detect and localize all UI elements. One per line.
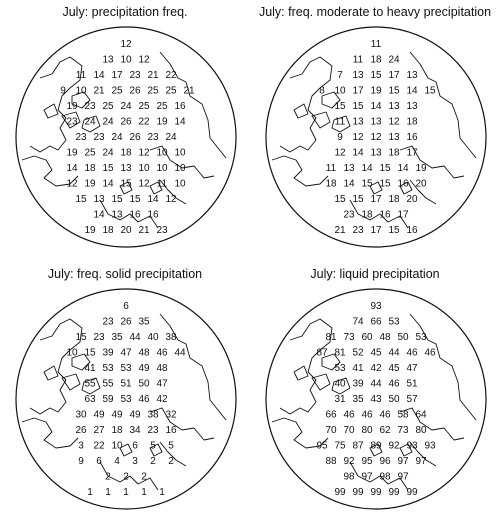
grid-value: 15 [352,194,364,205]
grid-value: 66 [325,409,337,421]
grid-value: 14 [361,163,373,174]
grid-value: 49 [111,409,123,421]
grid-value: 53 [388,316,400,328]
grid-value: 81 [334,347,346,359]
grid-value: 23 [66,116,78,128]
grid-value: 15 [120,178,132,190]
grid-value: 55 [84,378,96,390]
grid-value: 88 [325,456,337,467]
grid-value: 15 [84,347,96,359]
polar-map [250,0,500,261]
grid-value: 23 [147,132,159,143]
panel-liquid-freq [250,262,500,523]
grid-value: 15 [111,194,123,205]
grid-value: 62 [379,425,391,436]
grid-value: 47 [156,378,168,390]
grid-value: 25 [165,85,177,97]
grid-value: 35 [111,332,123,343]
grid-value: 13 [406,101,418,112]
grid-value: 25 [147,85,159,97]
grid-value: 6 [123,301,129,312]
grid-value: 50 [397,332,409,343]
grid-value: 10 [156,147,168,159]
grid-value: 44 [129,332,141,343]
grid-value: 16 [129,209,141,221]
grid-value: 10 [174,147,186,159]
grid-value: 1 [87,487,93,498]
grid-value: 49 [129,409,141,421]
grid-value: 15 [388,85,400,97]
grid-value: 45 [388,363,400,374]
panel-precipitation-freq [0,0,250,261]
grid-value: 16 [406,225,418,236]
grid-value: 46 [424,347,436,359]
grid-value: 99 [352,487,364,498]
grid-value: 11 [334,116,346,128]
grid-value: 11 [156,178,168,190]
grid-value: 31 [334,394,346,405]
grid-value: 97 [415,456,427,467]
grid-value: 15 [129,194,141,205]
grid-value: 1 [123,487,129,498]
grid-value: 13 [388,101,400,112]
grid-value: 17 [397,209,409,221]
grid-value: 11 [352,54,364,66]
grid-value: 12 [370,132,382,143]
grid-value: 44 [174,347,186,359]
grid-value: 49 [93,409,105,421]
grid-value: 99 [334,487,346,498]
grid-value: 19 [370,85,382,97]
grid-value: 19 [66,147,78,159]
grid-value: 15 [424,85,436,97]
grid-value: 27 [93,425,105,436]
grid-value: 10 [75,85,87,97]
grid-value: 15 [334,101,346,112]
grid-value: 80 [415,425,427,436]
grid-value: 22 [165,70,177,81]
grid-value: 25 [156,101,168,112]
grid-value: 19 [84,225,96,236]
coastline-segment [160,314,226,420]
grid-value: 15 [352,101,364,112]
grid-value: 97 [361,471,373,483]
grid-value: 24 [120,101,132,112]
grid-value: 51 [406,378,418,390]
grid-value: 13 [388,132,400,143]
grid-value: 42 [370,363,382,374]
grid-value: 21 [93,85,105,97]
grid-value: 15 [388,225,400,236]
grid-value: 18 [388,194,400,205]
grid-value: 99 [406,487,418,498]
grid-value: 40 [147,332,159,343]
grid-value: 26 [129,85,141,97]
grid-value: 14 [370,101,382,112]
grid-value: 46 [379,409,391,421]
grid-value: 10 [138,163,150,174]
grid-value: 46 [406,347,418,359]
grid-value: 3 [132,456,138,467]
grid-value: 26 [120,116,132,128]
grid-value: 14 [102,178,114,190]
grid-value: 42 [156,394,168,405]
grid-value: 2 [150,456,156,467]
grid-value: 25 [84,147,96,159]
grid-value: 23 [352,225,364,236]
grid-value: 75 [334,440,346,452]
grid-value: 5 [168,440,174,452]
grid-value: 13 [102,54,114,66]
grid-value: 74 [352,316,364,328]
grid-value: 12 [138,178,150,190]
grid-value: 38 [147,409,159,421]
grid-value: 35 [352,394,364,405]
grid-value: 30 [75,409,87,421]
grid-value: 9 [78,456,84,467]
grid-value: 99 [388,487,400,498]
grid-value: 14 [343,178,355,190]
grid-value: 12 [352,132,364,143]
coastline-segment [294,104,308,118]
grid-value: 21 [334,225,346,236]
grid-value: 14 [174,116,186,128]
coastline-segment [150,408,214,440]
coastline-segment [294,366,308,380]
panel-moderate-heavy-freq [250,0,500,261]
grid-value: 46 [388,378,400,390]
grid-value: 8 [319,85,325,97]
coastline-segment [312,374,330,390]
grid-value: 39 [352,378,364,390]
grid-value: 21 [147,70,159,81]
grid-value: 6 [132,440,138,452]
grid-value: 53 [120,394,132,405]
grid-value: 25 [138,101,150,112]
grid-value: 21 [183,85,195,97]
grid-value: 13 [352,70,364,81]
coastline-segment [44,104,58,118]
grid-value: 12 [138,147,150,159]
grid-value: 25 [102,101,114,112]
grid-value: 19 [156,116,168,128]
grid-value: 15 [102,163,114,174]
coastline-segment [312,112,330,128]
grid-value: 23 [102,316,114,328]
grid-value: 26 [129,132,141,143]
grid-value: 81 [325,332,337,343]
grid-value: 51 [120,378,132,390]
grid-value: 14 [406,85,418,97]
grid-value: 57 [406,394,418,405]
grid-value: 23 [156,225,168,236]
grid-value: 13 [343,163,355,174]
grid-value: 66 [370,316,382,328]
grid-value: 15 [379,178,391,190]
grid-value: 17 [370,225,382,236]
grid-value: 41 [84,363,96,374]
grid-value: 20 [415,178,427,190]
grid-value: 14 [93,70,105,81]
grid-value: 24 [102,147,114,159]
grid-value: 92 [343,456,355,467]
grid-value: 1 [141,487,147,498]
grid-value: 24 [388,54,400,66]
grid-value: 93 [370,301,382,312]
grid-value: 4 [114,456,120,467]
grid-value: 44 [370,378,382,390]
grid-value: 50 [138,378,150,390]
grid-value: 23 [129,70,141,81]
panel-title: July: precipitation freq. [62,5,188,19]
grid-value: 12 [334,147,346,159]
grid-value: 18 [406,116,418,128]
grid-value: 46 [138,394,150,405]
grid-value: 44 [388,347,400,359]
grid-value: 15 [334,194,346,205]
grid-value: 13 [120,163,132,174]
grid-value: 12 [120,39,132,50]
grid-value: 70 [325,425,337,436]
polar-map [0,262,250,523]
grid-value: 17 [111,70,123,81]
grid-value: 19 [84,178,96,190]
grid-value: 26 [120,316,132,328]
grid-value: 24 [165,132,177,143]
grid-value: 45 [370,347,382,359]
grid-value: 19 [66,101,78,112]
grid-value: 22 [93,440,105,452]
grid-value: 15 [370,70,382,81]
grid-value: 10 [156,163,168,174]
grid-value: 10 [111,440,123,452]
grid-value: 7 [337,70,343,81]
grid-value: 13 [406,70,418,81]
panel-solid-freq [0,262,250,523]
panel-title: July: freq. moderate to heavy precipitation [258,5,492,19]
grid-value: 92 [388,440,400,452]
grid-value: 14 [147,194,159,205]
grid-value: 40 [334,378,346,390]
grid-value: 23 [75,132,87,143]
grid-value: 17 [388,70,400,81]
grid-value: 35 [138,316,150,328]
grid-value: 49 [138,363,150,374]
grid-value: 11 [370,39,382,50]
grid-value: 87 [352,440,364,452]
grid-value: 13 [370,147,382,159]
grid-value: 32 [165,409,177,421]
grid-value: 53 [334,363,346,374]
grid-value: 12 [66,178,78,190]
grid-value: 52 [352,347,364,359]
grid-value: 10 [174,178,186,190]
grid-value: 70 [343,425,355,436]
grid-value: 9 [60,85,66,97]
grid-value: 47 [120,347,132,359]
grid-value: 46 [343,409,355,421]
grid-value: 14 [352,147,364,159]
grid-value: 50 [388,394,400,405]
grid-value: 59 [102,394,114,405]
grid-value: 15 [379,163,391,174]
grid-value: 53 [102,363,114,374]
grid-value: 16 [165,425,177,436]
grid-value: 15 [361,178,373,190]
grid-value: 58 [397,409,409,421]
grid-value: 2 [123,471,129,483]
grid-value: 18 [102,225,114,236]
grid-value: 23 [147,425,159,436]
grid-value: 99 [370,487,382,498]
grid-value: 41 [352,363,364,374]
grid-value: 87 [316,347,328,359]
grid-value: 96 [379,456,391,467]
grid-value: 47 [406,363,418,374]
coastline [22,52,226,228]
grid-value: 48 [379,332,391,343]
grid-value: 10 [334,85,346,97]
grid-value: 15 [75,332,87,343]
grid-value: 18 [325,178,337,190]
grid-value: 20 [120,225,132,236]
grid-value: 39 [102,347,114,359]
grid-value: 14 [397,163,409,174]
grid-value: 2 [141,471,147,483]
grid-value: 21 [138,225,150,236]
grid-value: 23 [343,209,355,221]
grid-value: 46 [361,409,373,421]
grid-value: 18 [388,147,400,159]
grid-value: 93 [424,440,436,452]
grid-value: 93 [406,440,418,452]
grid-value: 48 [156,363,168,374]
grid-value: 46 [156,347,168,359]
grid-value: 38 [165,332,177,343]
grid-value: 63 [84,394,96,405]
grid-value: 53 [120,363,132,374]
coastline-segment [272,156,328,186]
grid-value: 98 [379,471,391,483]
grid-value: 3 [78,440,84,452]
grid-value: 17 [370,194,382,205]
grid-value: 22 [138,116,150,128]
grid-value: 13 [93,194,105,205]
grid-value: 13 [370,116,382,128]
grid-value: 16 [397,178,409,190]
grid-value: 19 [415,163,427,174]
grid-value: 10 [174,163,186,174]
grid-value: 10 [120,54,132,66]
coastline-segment [410,314,476,420]
coastline-segment [44,366,58,380]
grid-value: 55 [102,378,114,390]
grid-value: 2 [168,456,174,467]
grid-value: 95 [361,456,373,467]
grid-value: 12 [165,194,177,205]
grid-value: 20 [406,194,418,205]
grid-value: 80 [361,425,373,436]
grid-value: 18 [361,209,373,221]
grid-value: 23 [93,132,105,143]
panel-title: July: freq. solid precipitation [47,267,203,281]
grid-value: 95 [316,440,328,452]
grid-value: 18 [111,425,123,436]
grid-value: 18 [370,54,382,66]
grid-value: 25 [111,85,123,97]
coastline-segment [410,52,476,158]
grid-value: 11 [75,70,87,81]
coastline-segment [22,418,78,448]
grid-value: 16 [379,209,391,221]
grid-value: 12 [388,116,400,128]
grid-value: 6 [96,456,102,467]
grid-value: 24 [111,132,123,143]
polar-map [0,0,250,261]
grid-value: 53 [415,332,427,343]
grid-value: 16 [174,101,186,112]
grid-value: 89 [370,440,382,452]
grid-value: 14 [93,209,105,221]
grid-value: 64 [415,409,427,421]
grid-value: 34 [129,425,141,436]
grid-value: 16 [147,209,159,221]
grid-value: 5 [150,440,156,452]
panel-title: July: liquid precipitation [310,267,440,281]
grid-value: 98 [343,471,355,483]
coastline-segment [400,408,464,440]
grid-value: 24 [102,116,114,128]
grid-value: 17 [406,147,418,159]
grid-value: 15 [75,194,87,205]
grid-value: 17 [352,85,364,97]
coastline-segment [62,374,80,390]
grid-value: 73 [343,332,355,343]
polar-map [250,262,500,523]
grid-value: 11 [325,163,337,174]
grid-value: 18 [84,163,96,174]
grid-value: 48 [138,347,150,359]
grid-value: 1 [159,487,165,498]
grid-value: 60 [361,332,373,343]
grid-value: 97 [397,456,409,467]
grid-value: 9 [337,132,343,143]
grid-value: 12 [138,54,150,66]
grid-value: 73 [397,425,409,436]
grid-value: 97 [397,471,409,483]
grid-value: 10 [66,347,78,359]
grid-value: 1 [105,487,111,498]
grid-value: 14 [66,163,78,174]
grid-value: 24 [84,116,96,128]
grid-value: 13 [352,116,364,128]
grid-value: 16 [406,132,418,143]
grid-value: 43 [370,394,382,405]
grid-value: 26 [75,425,87,436]
grid-value: 23 [84,101,96,112]
grid-value: 18 [120,147,132,159]
grid-value: 23 [93,332,105,343]
grid-value: 2 [105,471,111,483]
grid-value: 13 [111,209,123,221]
